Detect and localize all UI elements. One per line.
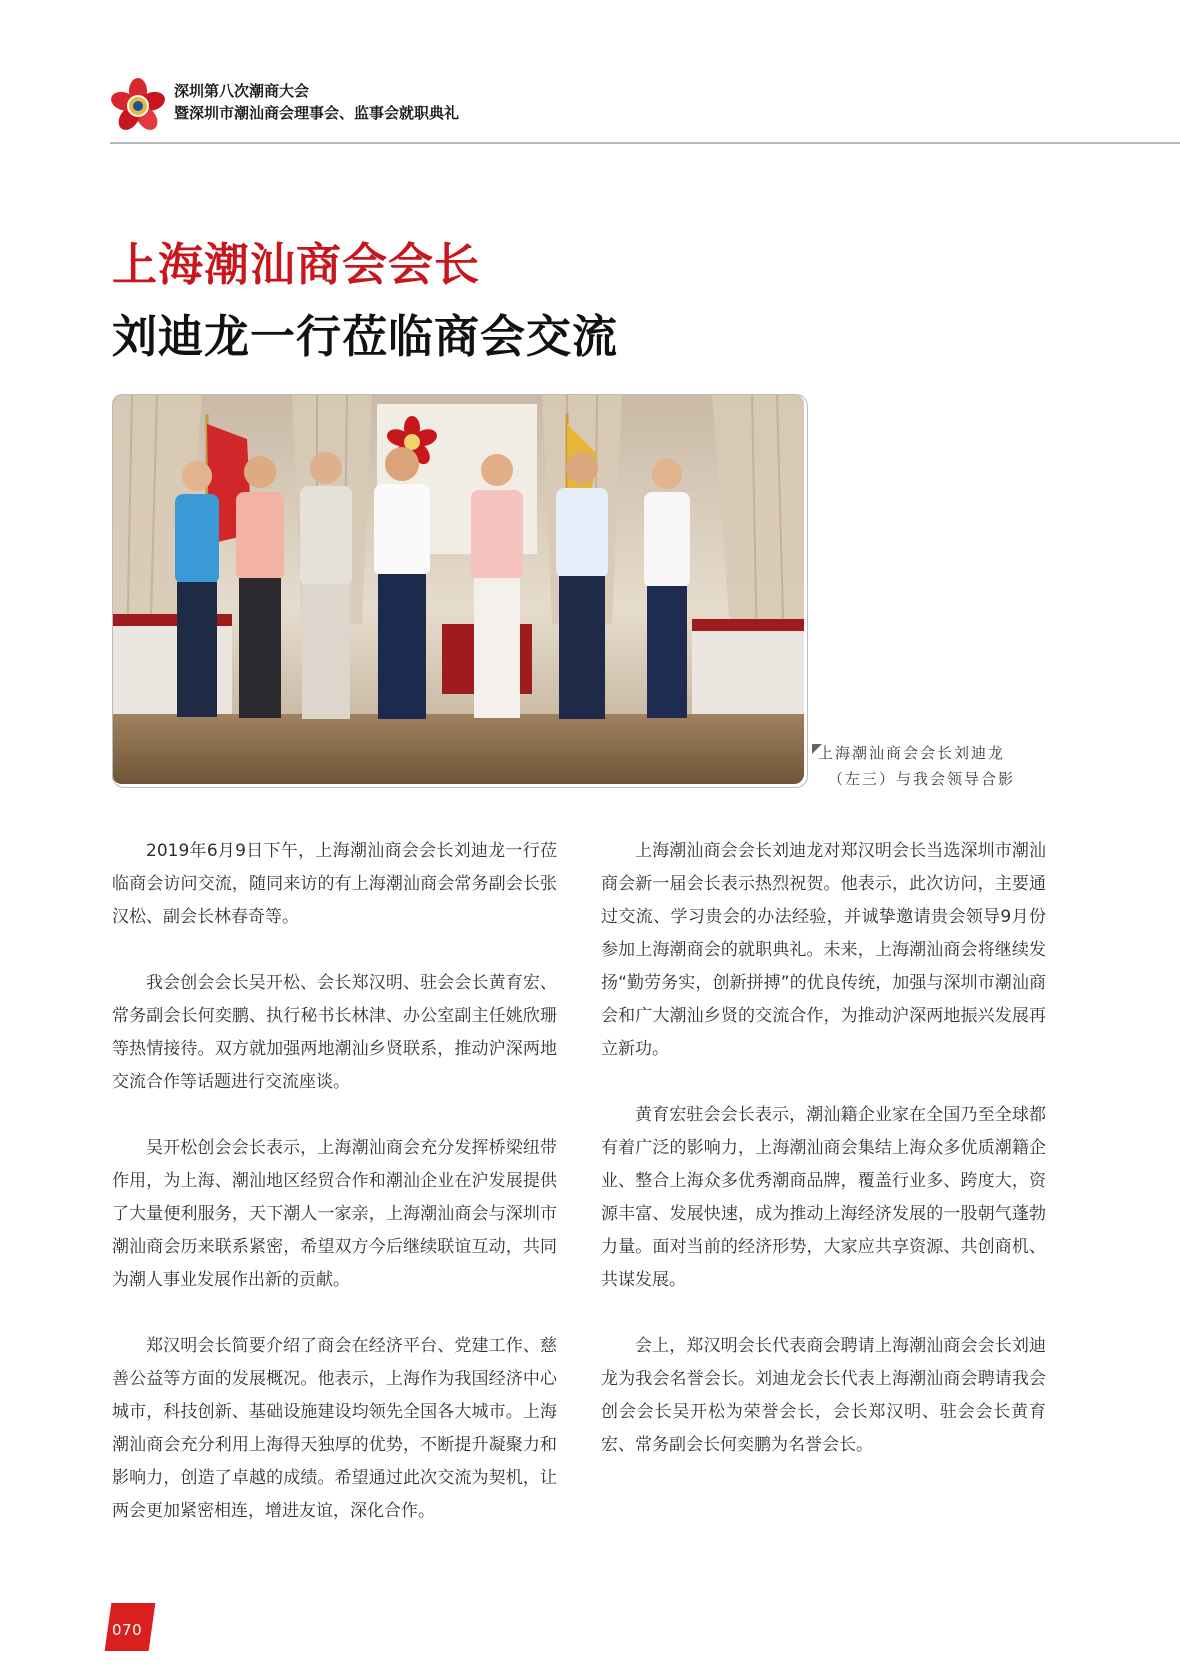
group-photo-icon bbox=[112, 394, 804, 784]
header-line-2: 暨深圳市潮汕商会理事会、监事会就职典礼 bbox=[174, 104, 460, 122]
page-number: 070 bbox=[112, 1621, 143, 1639]
photo-caption bbox=[818, 740, 1048, 792]
page-header bbox=[110, 78, 1180, 148]
article-paragraph: 黄育宏驻会会长表示，潮汕籍企业家在全国乃至全球都有着广泛的影响力，上海潮汕商会集结上海众多优质潮籍企业、整合上海众多优秀潮商品牌，覆盖行业多、跨度大，资源丰富、发展快速，成为推动上海经济发展的一股朝气蓬勃力量。面对当前的经济形势，大家应共享资源、共创商机、共谋发展。 bbox=[601, 1105, 1046, 1290]
caption-line-2: （左三）与我会领导合影 bbox=[828, 770, 1016, 788]
article-paragraph: 上海潮汕商会会长刘迪龙对郑汉明会长当选深圳市潮汕商会新一届会长表示热烈祝贺。他表示，此次访问，主要通过交流、学习贵会的办法经验，并诚挚邀请贵会领导9月份参加上海潮商会的就职典礼。未来，上海潮汕商会将继续发扬“勤劳务实，创新拼搏”的优良传统，加强与深圳市潮汕商会和广大潮汕乡贤的交流合作，为推动沪深两地振兴发展再立新功。 bbox=[601, 841, 1046, 1059]
article-paragraph: 我会创会会长吴开松、会长郑汉明、驻会会长黄育宏、常务副会长何奕鹏、执行秘书长林津、办公室副主任姚欣珊等热情接待。双方就加强两地潮汕乡贤联系，推动沪深两地交流合作等话题进行交流座谈。 bbox=[112, 973, 557, 1092]
header-line-1: 深圳第八次潮商大会 bbox=[174, 82, 310, 100]
article-right-column bbox=[601, 835, 1046, 1495]
title-line-1: 上海潮汕商会会长 bbox=[112, 238, 481, 291]
caption-corner-icon bbox=[812, 744, 822, 754]
article-paragraph: 2019年6月9日下午，上海潮汕商会会长刘迪龙一行莅临商会访问交流，随同来访的有上海潮汕商会常务副会长张汉松、副会长林春奇等。 bbox=[112, 841, 557, 927]
article-paragraph: 吴开松创会会长表示，上海潮汕商会充分发挥桥梁纽带作用，为上海、潮汕地区经贸合作和潮汕企业在沪发展提供了大量便利服务，天下潮人一家亲，上海潮汕商会与深圳市潮汕商会历来联系紧密，希望双方今后继续联谊互动，共同为潮人事业发展作出新的贡献。 bbox=[112, 1138, 557, 1290]
flower-emblem-icon bbox=[110, 78, 166, 134]
title-line-2: 刘迪龙一行莅临商会交流 bbox=[112, 310, 619, 363]
caption-line-1: 上海潮汕商会会长刘迪龙 bbox=[818, 744, 1006, 762]
article-paragraph: 郑汉明会长简要介绍了商会在经济平台、党建工作、慈善公益等方面的发展概况。他表示，上海作为我国经济中心城市，科技创新、基础设施建设均领先全国各大城市。上海潮汕商会充分利用上海得天独厚的优势，不断提升凝聚力和影响力，创造了卓越的成绩。希望通过此次交流为契机，让两会更加紧密相连，增进友谊，深化合作。 bbox=[112, 1336, 557, 1521]
header-divider bbox=[110, 142, 1180, 144]
article-left-column bbox=[112, 835, 557, 1561]
article-paragraph: 会上，郑汉明会长代表商会聘请上海潮汕商会会长刘迪龙为我会名誉会长。刘迪龙会长代表上海潮汕商会聘请我会创会会长吴开松为荣誉会长，会长郑汉明、驻会会长黄育宏、常务副会长何奕鹏为名誉会长。 bbox=[601, 1336, 1046, 1455]
